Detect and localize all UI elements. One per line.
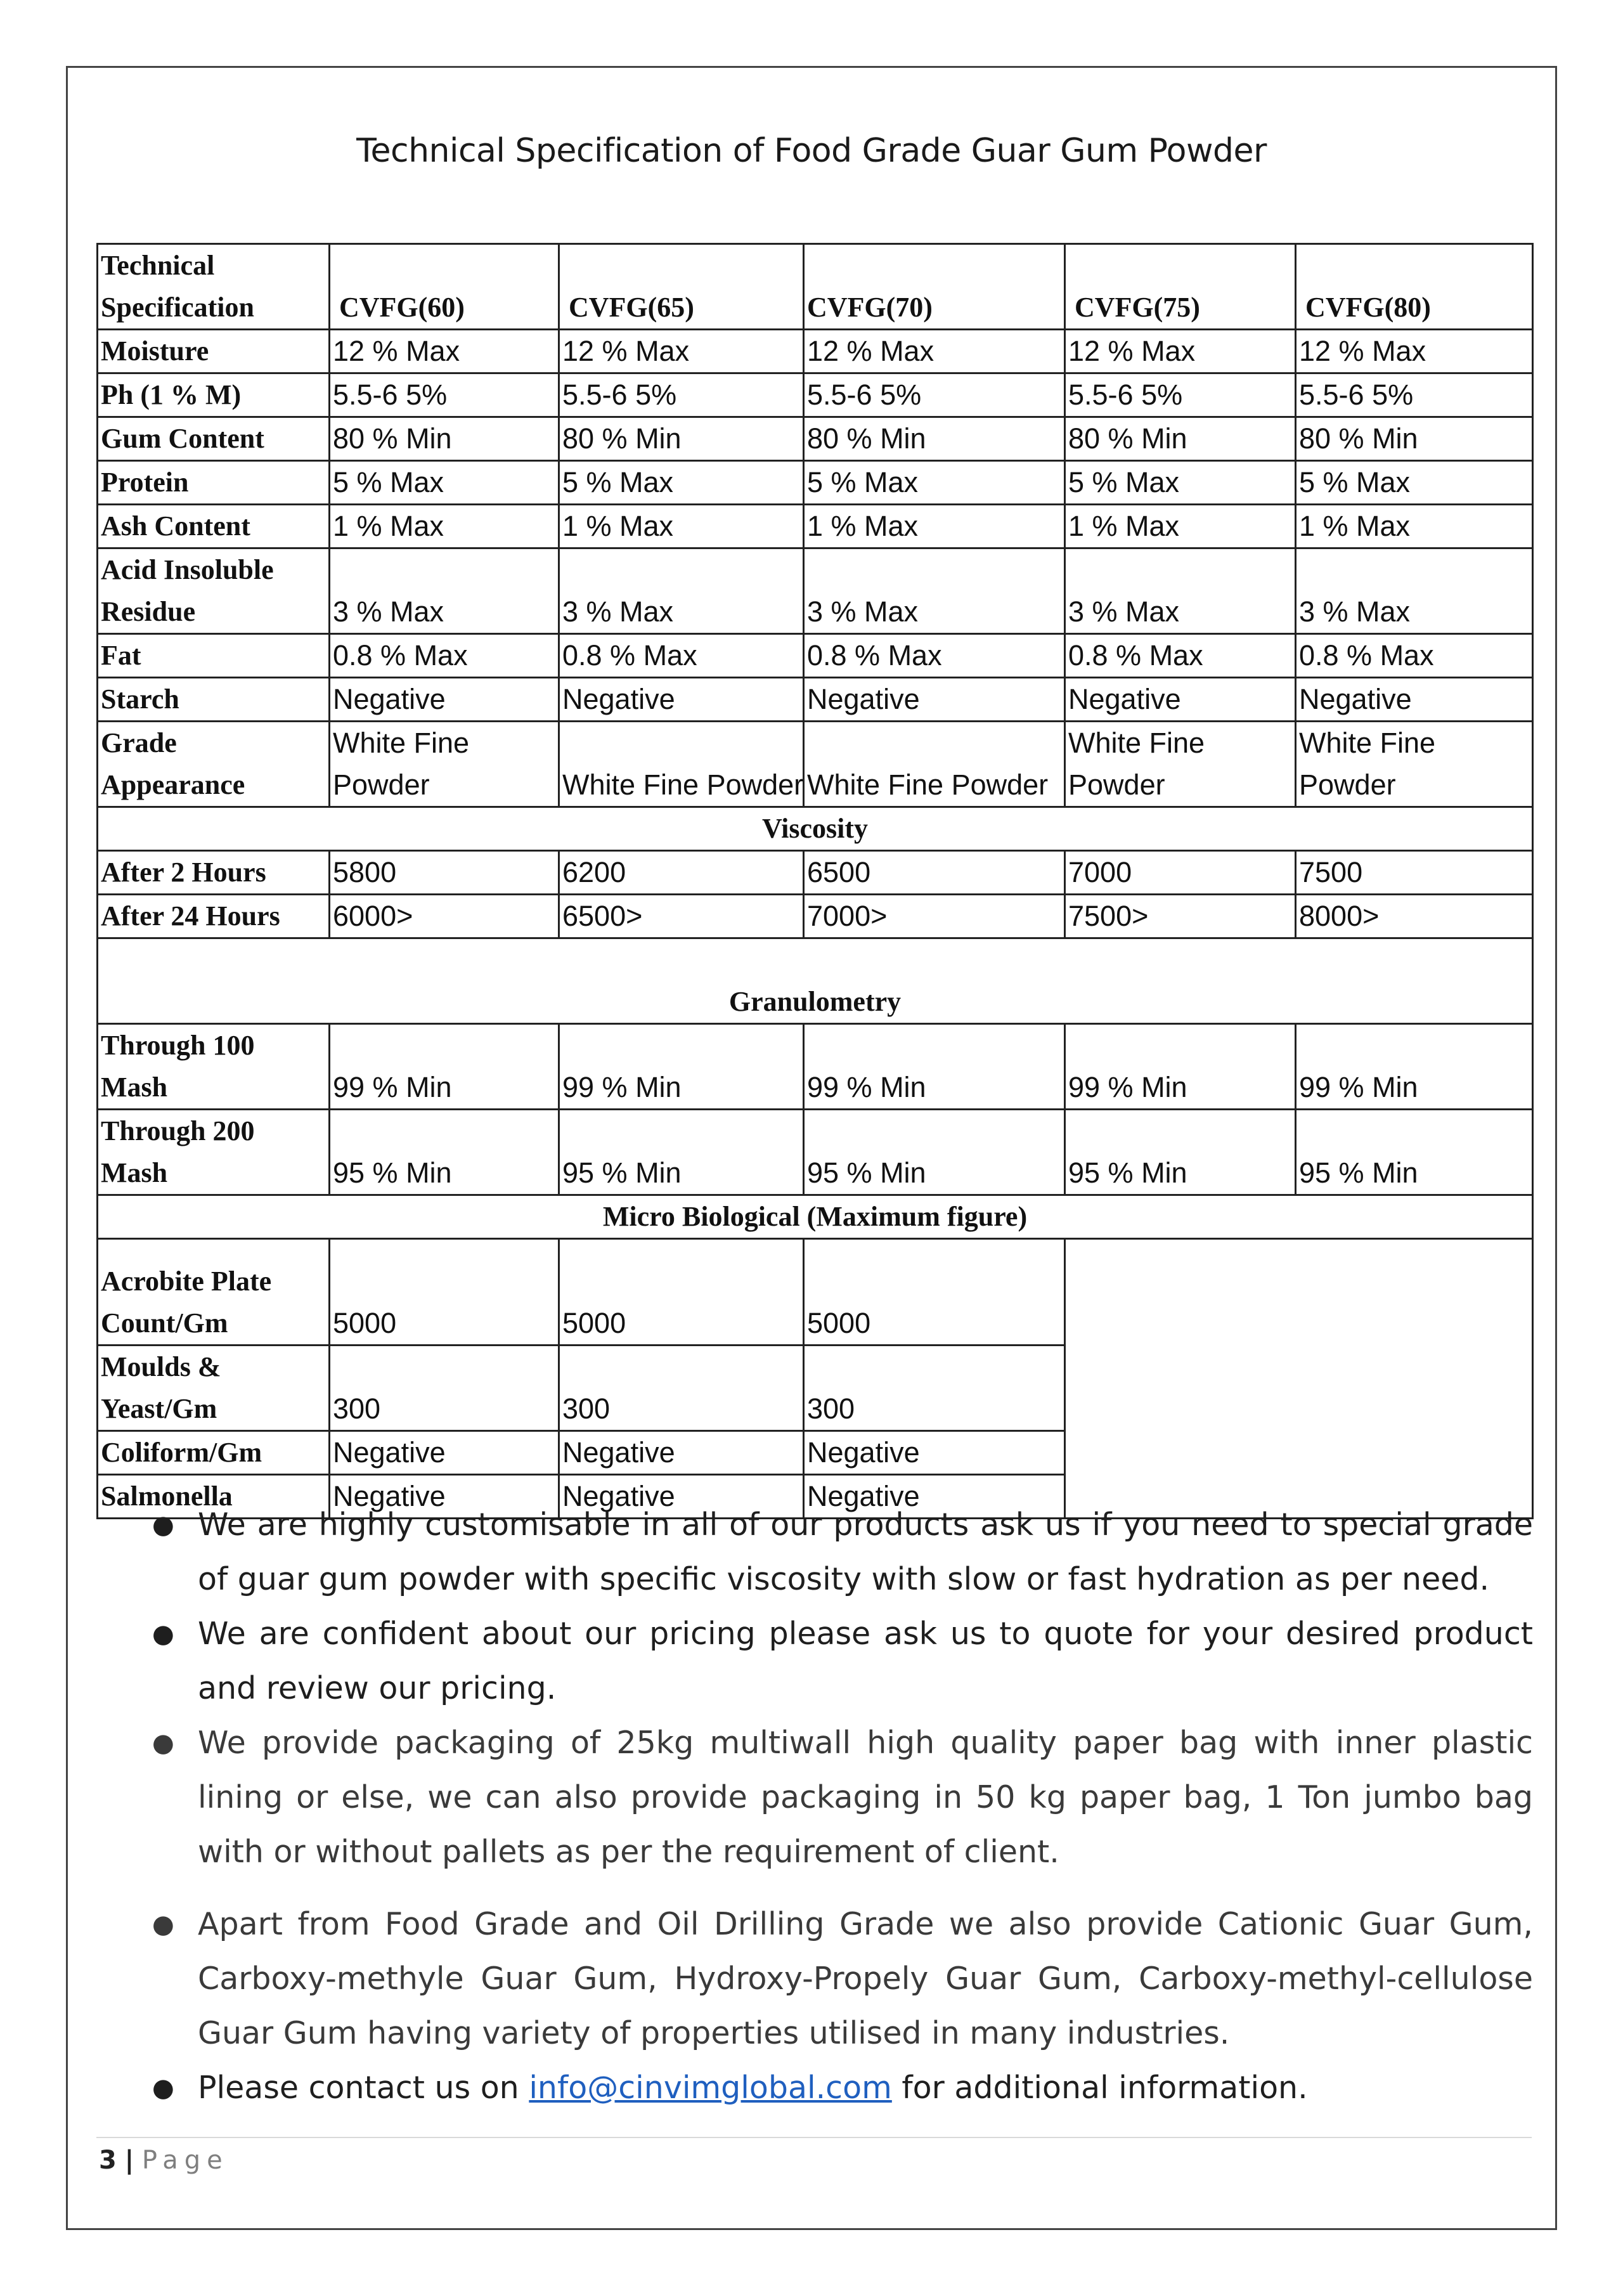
table-cell: 0.8 % Max (1065, 634, 1296, 678)
table-cell: 95 % Min (330, 1110, 559, 1195)
list-item (152, 1607, 1533, 1716)
table-cell: Negative (559, 678, 804, 722)
table-row (98, 895, 1533, 938)
table-row (98, 330, 1533, 373)
table-cell: 5.5-6 5% (804, 373, 1065, 417)
table-cell: Negative (330, 1431, 559, 1475)
empty-cell (1065, 1239, 1533, 1519)
table-row (98, 851, 1533, 895)
table-cell: 6000> (330, 895, 559, 938)
bullet-text: We are confident about our pricing please ask us to quote for your desired product and review our pricing. (198, 1616, 1533, 1706)
table-cell: 80 % Min (559, 417, 804, 461)
row-label: Acid Insoluble Residue (98, 548, 330, 634)
table-cell: 5000 (804, 1239, 1065, 1346)
table-cell: 5000 (330, 1239, 559, 1346)
list-item (152, 1716, 1533, 1879)
table-cell: 5 % Max (1296, 461, 1533, 505)
bullet-icon: ● (152, 1510, 174, 1540)
row-label: After 24 Hours (98, 895, 330, 938)
bullet-text: We provide packaging of 25kg multiwall high quality paper bag with inner plastic lining or else, we can also provide packaging in 50 kg paper bag, 1 Ton jumbo bag with or without pallets as per the requirement of client. (198, 1725, 1533, 1870)
table-cell: 12 % Max (559, 330, 804, 373)
list-item (152, 1498, 1533, 1607)
table-cell: 99 % Min (804, 1024, 1065, 1110)
table-cell: Negative (330, 1475, 559, 1519)
table-cell: Negative (330, 678, 559, 722)
table-cell: 95 % Min (559, 1110, 804, 1195)
table-cell: 12 % Max (1065, 330, 1296, 373)
table-cell: 3 % Max (559, 548, 804, 634)
table-cell: Negative (559, 1431, 804, 1475)
table-cell: 0.8 % Max (804, 634, 1065, 678)
table-cell: 12 % Max (1296, 330, 1533, 373)
table-cell: 0.8 % Max (559, 634, 804, 678)
table-cell: 12 % Max (804, 330, 1065, 373)
table-cell: 300 (330, 1346, 559, 1431)
bullet-icon: ● (152, 2073, 174, 2103)
table-row (98, 417, 1533, 461)
table-cell: 3 % Max (1296, 548, 1533, 634)
table-cell: 5 % Max (330, 461, 559, 505)
row-label: Moulds & Yeast/Gm (98, 1346, 330, 1431)
table-cell: 0.8 % Max (1296, 634, 1533, 678)
table-cell: 6500> (559, 895, 804, 938)
table-cell: 5 % Max (804, 461, 1065, 505)
table-row (98, 634, 1533, 678)
table-cell: 99 % Min (1065, 1024, 1296, 1110)
bullet-icon: ● (152, 1910, 174, 1939)
table-cell: 5 % Max (559, 461, 804, 505)
row-label: Salmonella (98, 1475, 330, 1519)
header-label: Technical Specification (98, 244, 330, 330)
section-row-viscosity (98, 807, 1533, 851)
row-label: Coliform/Gm (98, 1431, 330, 1475)
row-label: Ph (1 % M) (98, 373, 330, 417)
table-row (98, 678, 1533, 722)
table-cell: 1 % Max (804, 505, 1065, 548)
contact-suffix: for additional information. (902, 2070, 1308, 2106)
row-label: Starch (98, 678, 330, 722)
table-header-row (98, 244, 1533, 330)
page-number: 3 (99, 2146, 117, 2175)
table-cell: 3 % Max (804, 548, 1065, 634)
row-label: Ash Content (98, 505, 330, 548)
table-cell: 7000> (804, 895, 1065, 938)
row-label: Through 200 Mash (98, 1110, 330, 1195)
page-label: Page (141, 2146, 229, 2175)
table-cell: 3 % Max (330, 548, 559, 634)
footer-separator: | (124, 2146, 134, 2175)
table-cell: 95 % Min (1065, 1110, 1296, 1195)
grade-header: CVFG(75) (1065, 244, 1296, 330)
table-cell: Negative (804, 678, 1065, 722)
contact-prefix: Please contact us on (198, 2070, 519, 2106)
table-cell: 99 % Min (1296, 1024, 1533, 1110)
table-cell: 80 % Min (1065, 417, 1296, 461)
row-label: Gum Content (98, 417, 330, 461)
table-cell: Negative (1296, 678, 1533, 722)
grade-header: CVFG(70) (804, 244, 1065, 330)
list-item (152, 2061, 1533, 2115)
table-row (98, 1024, 1533, 1110)
table-cell: 1 % Max (559, 505, 804, 548)
row-label: Acrobite Plate Count/Gm (98, 1239, 330, 1346)
footer-divider (96, 2137, 1532, 2138)
table-cell: 5000 (559, 1239, 804, 1346)
table-cell: 5.5-6 5% (1296, 373, 1533, 417)
table-row (98, 505, 1533, 548)
grade-header: CVFG(80) (1296, 244, 1533, 330)
table-cell: 80 % Min (804, 417, 1065, 461)
table-row (98, 373, 1533, 417)
row-label: Through 100 Mash (98, 1024, 330, 1110)
table-cell: Negative (1065, 678, 1296, 722)
table-cell: 99 % Min (330, 1024, 559, 1110)
table-cell: White Fine Powder (330, 722, 559, 807)
list-item (152, 1897, 1533, 2061)
table-row (98, 461, 1533, 505)
table-cell: 80 % Min (330, 417, 559, 461)
table-cell: Negative (804, 1431, 1065, 1475)
bullet-icon: ● (152, 1728, 174, 1758)
section-title: Micro Biological (Maximum figure) (98, 1195, 1533, 1239)
table-cell: 300 (804, 1346, 1065, 1431)
section-title: Granulometry (98, 938, 1533, 1024)
row-label: After 2 Hours (98, 851, 330, 895)
table-cell: Negative (559, 1475, 804, 1519)
email-link[interactable]: info@cinvimglobal.com (529, 2070, 892, 2106)
bullet-text: We are highly customisable in all of our products ask us if you need to special grade of guar gum powder with specific viscosity with slow or fast hydration as per need. (198, 1507, 1533, 1597)
table-cell: 7500> (1065, 895, 1296, 938)
table-cell: 7500 (1296, 851, 1533, 895)
row-label: Moisture (98, 330, 330, 373)
table-cell: 5.5-6 5% (330, 373, 559, 417)
table-cell: 300 (559, 1346, 804, 1431)
table-cell: 5.5-6 5% (1065, 373, 1296, 417)
row-label: Fat (98, 634, 330, 678)
table-cell: 0.8 % Max (330, 634, 559, 678)
table-cell: 1 % Max (330, 505, 559, 548)
row-label: Grade Appearance (98, 722, 330, 807)
table-cell: White Fine Powder (1065, 722, 1296, 807)
table-row (98, 1239, 1533, 1346)
info-bullet-list (152, 1498, 1533, 2115)
table-cell: 1 % Max (1296, 505, 1533, 548)
grade-header: CVFG(60) (330, 244, 559, 330)
table-cell: White Fine Powder (804, 722, 1065, 807)
table-row (98, 548, 1533, 634)
table-cell: 5800 (330, 851, 559, 895)
page-title: Technical Specification of Food Grade Guar Gum Powder (356, 132, 1267, 170)
grade-header: CVFG(65) (559, 244, 804, 330)
specification-table (96, 243, 1534, 1519)
table-cell: 7000 (1065, 851, 1296, 895)
section-title: Viscosity (98, 807, 1533, 851)
table-cell: 6500 (804, 851, 1065, 895)
table-cell: 12 % Max (330, 330, 559, 373)
section-row-granulometry (98, 938, 1533, 1024)
table-cell: White Fine Powder (1296, 722, 1533, 807)
bullet-text: Apart from Food Grade and Oil Drilling Grade we also provide Cationic Guar Gum, Carboxy-methyle Guar Gum, Hydroxy-Propely Guar Gum, Carboxy-methyl-cellulose Guar Gum having variety of properties utilised in many industries. (198, 1906, 1533, 2051)
table-cell: 5.5-6 5% (559, 373, 804, 417)
table-cell: Negative (804, 1475, 1065, 1519)
table-cell: 95 % Min (1296, 1110, 1533, 1195)
table-row (98, 722, 1533, 807)
table-cell: 6200 (559, 851, 804, 895)
table-cell: 99 % Min (559, 1024, 804, 1110)
page-footer (99, 2146, 229, 2175)
table-row (98, 1110, 1533, 1195)
row-label: Protein (98, 461, 330, 505)
table-cell: 80 % Min (1296, 417, 1533, 461)
table-cell: 8000> (1296, 895, 1533, 938)
table-cell: White Fine Powder (559, 722, 804, 807)
table-cell: 95 % Min (804, 1110, 1065, 1195)
table-cell: 3 % Max (1065, 548, 1296, 634)
bullet-icon: ● (152, 1619, 174, 1649)
section-row-micro (98, 1195, 1533, 1239)
table-cell: 1 % Max (1065, 505, 1296, 548)
table-cell: 5 % Max (1065, 461, 1296, 505)
